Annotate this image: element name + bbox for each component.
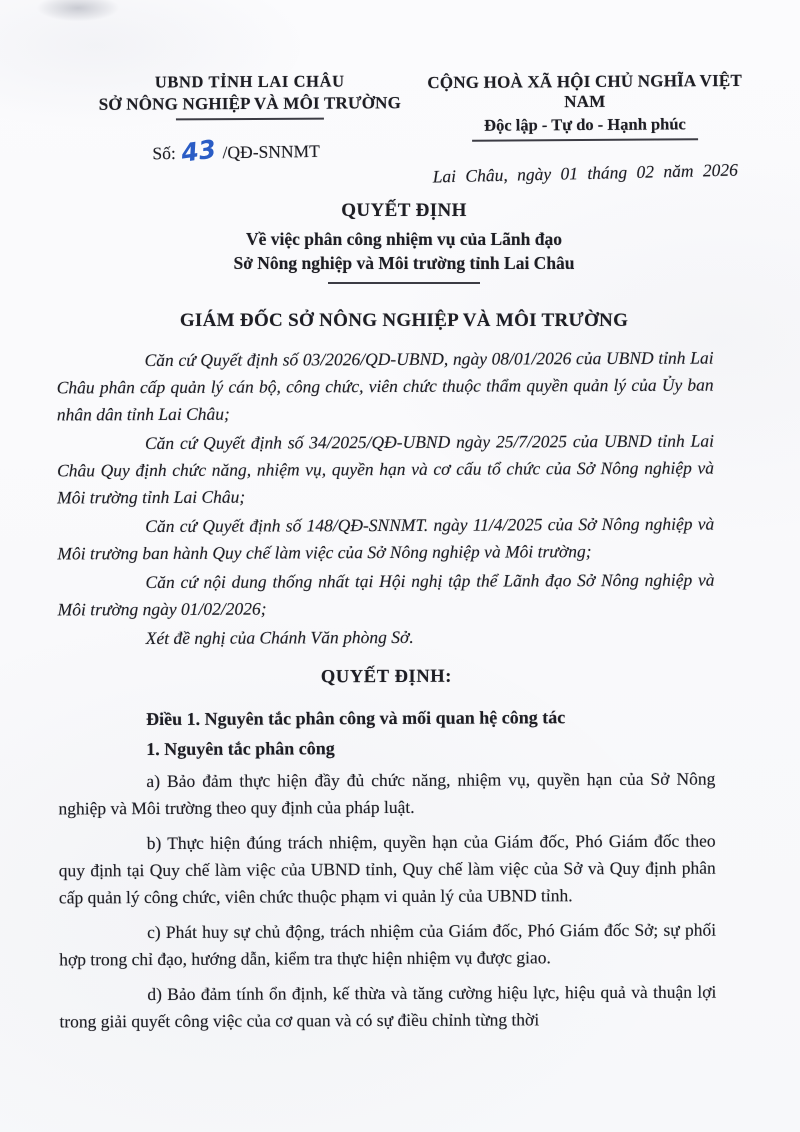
document-subject (58, 227, 750, 275)
recital-paragraph-4: Căn cứ nội dung thống nhất tại Hội nghị tập thể Lãnh đạo Sở Nông nghiệp và Môi trường ngày 01/02/2026; (57, 569, 715, 620)
document-header (0, 0, 800, 187)
document-number-line (61, 135, 411, 166)
agency-underline (176, 118, 324, 121)
document-title-block (58, 200, 750, 284)
doc-number-label: Số: (152, 142, 176, 164)
section-1-title: 1. Nguyên tắc phân công (146, 738, 335, 760)
recital-paragraph-1: Căn cứ Quyết định số 03/2026/QD-UBND, ngày 08/01/2026 của UBND tỉnh Lai Châu phân cấp quản lý cán bộ, công chức, viên chức thuộc thẩm quyền quản lý của Ủy ban nhân dân tỉnh Lai Châu; (56, 347, 714, 425)
title-underline (328, 282, 480, 284)
national-motto-line2: Độc lập - Tự do - Hạnh phúc (484, 114, 686, 135)
decision-heading: QUYẾT ĐỊNH: (320, 666, 453, 688)
point-a: a) Bảo đảm thực hiện đầy đủ chức năng, nhiệm vụ, quyền hạn của Sở Nông nghiệp và Môi trường theo quy định của pháp luật. (58, 768, 716, 819)
document-type-title: QUYẾT ĐỊNH (341, 200, 467, 221)
agency-name: SỞ NÔNG NGHIỆP VÀ MÔI TRƯỜNG (98, 93, 402, 114)
point-b: b) Thực hiện đúng trách nhiệm, quyền hạn của Giám đốc, Phó Giám đốc theo quy định tại Quy chế làm việc của UBND tỉnh, Quy chế làm việc của Sở và Quy định phân cấp quản lý công chức, viên chức thuộc phạm vi quản lý của UBND tỉnh. (58, 830, 716, 908)
article-1-title: Điều 1. Nguyên tắc phân công và mối quan hệ công tác (146, 707, 566, 730)
issuing-authority-title: GIÁM ĐỐC SỞ NÔNG NGHIỆP VÀ MÔI TRƯỜNG (179, 310, 629, 331)
recital-paragraph-3: Căn cứ Quyết định số 148/QĐ-SNNMT. ngày 11/4/2025 của Sở Nông nghiệp và Môi trường ban hành Quy chế làm việc của Sở Nông nghiệp và Môi trường; (57, 513, 715, 564)
point-c: c) Phát huy sự chủ động, trách nhiệm của Giám đốc, Phó Giám đốc Sở; sự phối hợp trong chỉ đạo, hướng dẫn, kiểm tra thực hiện nhiệm vụ được giao. (59, 919, 717, 970)
doc-number-handwritten-value: 43 (179, 134, 218, 168)
subject-line-1: Về việc phân công nhiệm vụ của Lãnh đạo (245, 229, 563, 249)
place-date-line: Lai Châu, ngày 01 tháng 02 năm 2026 (432, 159, 739, 187)
national-motto-line1: CỘNG HOÀ XÃ HỘI CHỦ NGHĨA VIỆT NAM (427, 70, 743, 112)
point-d: d) Bảo đảm tính ổn định, kế thừa và tăng cường hiệu lực, hiệu quả và thuận lợi trong giải quyết công việc của cơ quan và có sự điều chỉnh từng thời (59, 981, 717, 1032)
recital-paragraph-5: Xét đề nghị của Chánh Văn phòng Sở. (145, 626, 414, 649)
issuing-agency-block (75, 71, 426, 185)
subject-line-2: Sở Nông nghiệp và Môi trường tỉnh Lai Châu (233, 253, 575, 273)
agency-parent-name: UBND TỈNH LAI CHÂU (154, 71, 345, 92)
document-body (57, 345, 717, 1036)
recital-paragraph-2: Căn cứ Quyết định số 34/2025/QĐ-UBND ngày 25/7/2025 của UBND tỉnh Lai Châu Quy định chức năng, nhiệm vụ, quyền hạn và cơ cấu tổ chức của Sở Nông nghiệp và Môi trường tỉnh Lai Châu; (56, 430, 715, 508)
motto-underline (472, 138, 698, 142)
national-header-block (425, 71, 746, 185)
doc-number-suffix: /QĐ-SNNMT (222, 140, 320, 163)
